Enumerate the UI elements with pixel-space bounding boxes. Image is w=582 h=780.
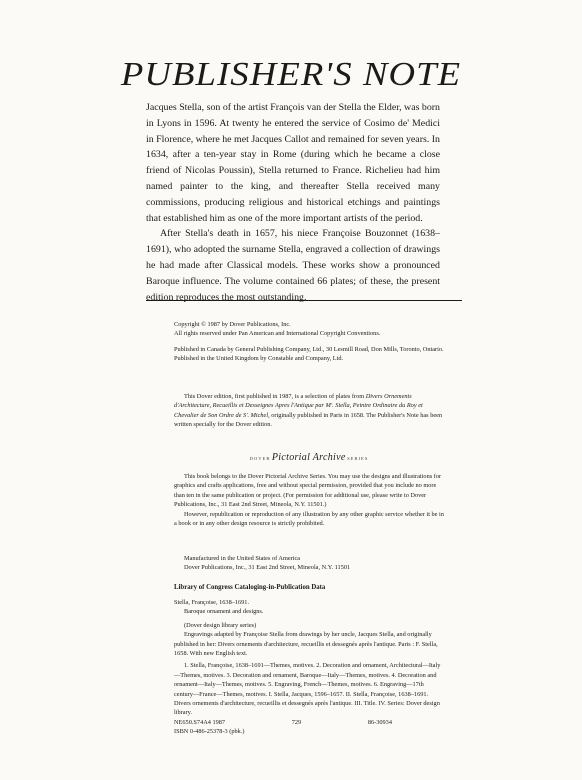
manufactured-line: Manufactured in the United States of America: [184, 555, 301, 562]
copyright-block: [174, 320, 444, 364]
isbn: ISBN 0-486-25378-3 (pbk.): [174, 728, 245, 736]
edition-tail: originally published in Paris in 1658. The Publisher's Note has been written specially for the Dover edition.: [174, 411, 443, 429]
cip-subjects: 1. Stella, Françoise, 1638–1691—Themes, motives. 2. Decoration and ornament, Architectural—Italy—Themes, motives. 3. Decoration and ornament, Baroque—Italy—Themes, motives. 4. Decoration and ornament—Italy—Themes, motives. 5. Engraving, French—Themes, motives. 6. Engraving—17th century—France—Themes, motives. I. Stella, Jacques, 1596–1657. II. Stella, Françoise, 1638–1691. Divers ornements d'architecture, recueillis et dessegnés après l'antique. III. Title. IV. Series: Dover design library.: [174, 662, 441, 717]
permissions-block: [174, 472, 444, 528]
lccn: 86-30934: [367, 718, 392, 726]
cip-author: Stella, Françoise, 1638–1691.: [174, 599, 250, 606]
series-pre: DOVER: [249, 456, 271, 461]
original-title: Divers Ornements d'Architecture, Recueillis et Desseignes Apres l'Antique par M'. Stella, Peintre Ordinaire du Roy et Chevalier de Son Ordre de S'. Michel,: [174, 393, 423, 419]
edition-lead: This Dover edition, first published in 1987, is a selection of plates from: [184, 393, 365, 400]
manufactured-block: [174, 554, 444, 573]
cip-heading: Library of Congress Cataloging-in-Publication Data: [174, 584, 326, 591]
rights-line: All rights reserved under Pan American and International Copyright Conventions.: [174, 330, 381, 338]
uk-publisher: Published in the United Kingdom by Constable and Company, Ltd.: [174, 355, 344, 363]
series-logo: [174, 452, 444, 463]
call-number: NE650.S74A4 1987: [174, 718, 226, 726]
publisher-address: Dover Publications, Inc., 31 East 2nd Street, Mineola, N.Y. 11501: [184, 564, 351, 572]
series-post: SERIES: [347, 456, 369, 461]
edition-block: [174, 392, 444, 430]
canada-publisher: Published in Canada by General Publishing Company, Ltd., 30 Lesmill Road, Don Mills, Toronto, Ontario.: [174, 345, 444, 353]
note-paragraph: After Stella's death in 1657, his niece Françoise Bouzonnet (1638–1691), who adopted the surname Stella, engraved a collection of drawings he had made after Classical models. These works show a pronounced Baroque influence. The volume contained 66 plates; of these, the present edition reproduces the most outstanding.: [146, 228, 440, 303]
cip-block: [174, 598, 444, 737]
copyright-line: Copyright © 1987 by Dover Publications, Inc.: [174, 321, 291, 328]
cip-description: Engravings adapted by Françoise Stella from drawings by her uncle, Jacques Stella, and originally published in her: Divers ornements d'architecture, recueillis et dessegnés après l'antique. Paris : F. Stella, 1658. With new English text.: [174, 631, 438, 658]
page-title: PUBLISHER'S NOTE: [120, 56, 462, 93]
publishers-note: [146, 100, 440, 305]
section-divider: [146, 300, 462, 301]
cip-classification: [174, 718, 392, 727]
cip-series-note: (Dover design library series): [184, 621, 257, 629]
call-code: 729: [291, 718, 302, 726]
note-paragraph: Jacques Stella, son of the artist François van der Stella the Elder, was born in Lyons in 1596. At twenty he entered the service of Cosimo de' Medici in Florence, where he met Jacques Callot and remained for seven years. In 1634, after a ten-year stay in Rome (during which he became a close friend of Nicolas Poussin), Stella returned to France. Richelieu had him named painter to the king, and thereafter Stella received many commissions, producing religious and historical etchings and paintings that established him as one of the more important artists of the period.: [146, 102, 440, 224]
series-name: Pictorial Archive: [271, 452, 346, 463]
prohibition-paragraph: However, republication or reproduction of any illustration by any other graphic service whether it be in a book or in any other design resource is strictly prohibited.: [174, 510, 444, 528]
permissions-paragraph: This book belongs to the Dover Pictorial Archive Series. You may use the designs and illustrations for graphics and crafts applications, free and without special permission, provided that you include no more than ten in the same publication or project. (For permission for additional use, please write to Dover Publications, Inc., 31 East 2nd Street, Mineola, N.Y. 11501.): [174, 473, 442, 509]
cip-title: Baroque ornament and designs.: [184, 608, 264, 616]
